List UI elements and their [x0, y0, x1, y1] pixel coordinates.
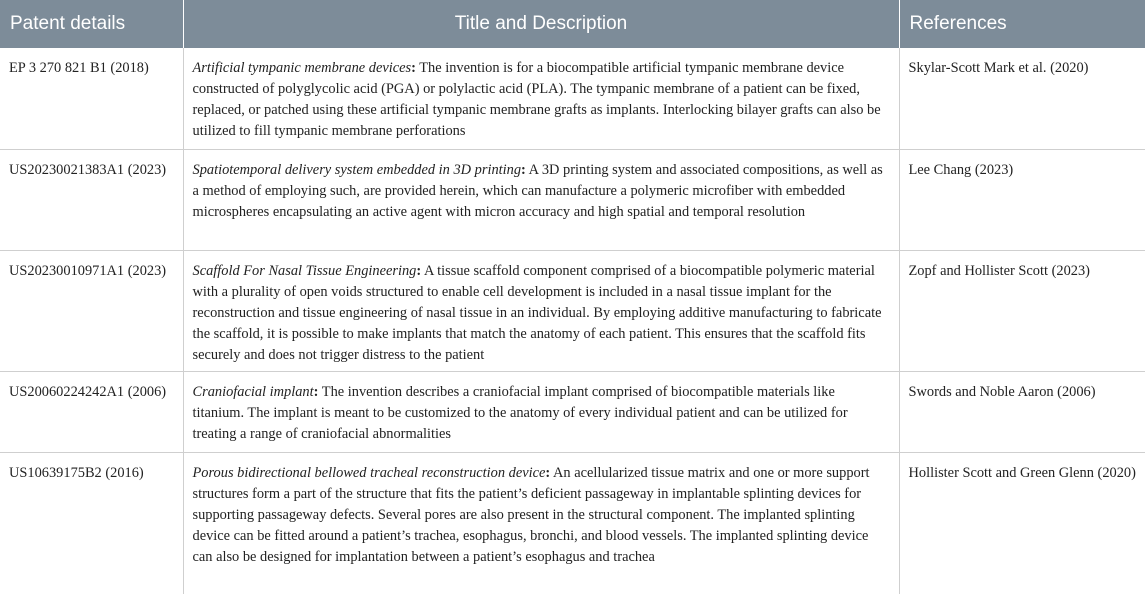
header-references: References — [899, 0, 1145, 48]
patent-title: Spatiotemporal delivery system embedded in 3D printing — [193, 162, 522, 178]
title-colon: : — [314, 384, 319, 400]
patent-title: Craniofacial implant — [193, 384, 314, 400]
reference-cell: Lee Chang (2023) — [899, 150, 1145, 251]
reference-cell: Swords and Noble Aaron (2006) — [899, 372, 1145, 453]
table-header — [0, 0, 1145, 48]
title-description-cell — [183, 48, 899, 150]
header-row — [0, 0, 1145, 48]
reference-cell: Zopf and Hollister Scott (2023) — [899, 251, 1145, 372]
title-description-cell — [183, 372, 899, 453]
table-row — [0, 372, 1145, 453]
patent-title: Artificial tympanic membrane devices — [193, 60, 412, 76]
title-colon: : — [416, 263, 421, 279]
title-colon: : — [545, 465, 550, 481]
patent-description: The invention is for a biocompatible artificial tympanic membrane device constructed of polyglycolic acid (PGA) or polylactic acid (PLA). The tympanic membrane of a patient can be fixed, replaced, or patched using these artificial tympanic membrane grafts as implants. Interlocking bilayer grafts can also be utilized to fill tympanic membrane perforations — [193, 60, 881, 139]
table-row — [0, 150, 1145, 251]
table-row — [0, 48, 1145, 150]
patent-title: Scaffold For Nasal Tissue Engineering — [193, 263, 417, 279]
patent-title: Porous bidirectional bellowed tracheal reconstruction device — [193, 465, 546, 481]
reference-cell: Skylar-Scott Mark et al. (2020) — [899, 48, 1145, 150]
patent-description: A tissue scaffold component comprised of a biocompatible polymeric material with a plurality of open voids structured to enable cell development is included in a nasal tissue implant for the reconstruction and tissue engineering of nasal tissue in an individual. By employing additive manufacturing to fabricate the scaffold, it is possible to make implants that match the anatomy of each patient. This ensures that the scaffold fits securely and does not trigger distress to the patient — [193, 263, 882, 363]
header-patent-details: Patent details — [0, 0, 183, 48]
patent-number: EP 3 270 821 B1 (2018) — [0, 48, 183, 150]
title-description-cell — [183, 251, 899, 372]
title-description-cell — [183, 453, 899, 594]
patent-description: An acellularized tissue matrix and one or more support structures form a part of the structure that fits the patient’s deficient passageway in implantable splinting devices for supporting passageway defects. Several pores are also present in the structural component. The implanted splinting device can be fitted around a patient’s trachea, esophagus, bronchi, and blood vessels. The implanted splinting device can also be designed for implantation between a patient’s esophagus and trachea — [193, 465, 870, 565]
patent-description: The invention describes a craniofacial implant comprised of biocompatible materials like titanium. The implant is meant to be customized to the anatomy of every individual patient and can be utilized for treating a range of craniofacial abnormalities — [193, 384, 848, 442]
title-colon: : — [411, 60, 416, 76]
table-row — [0, 453, 1145, 594]
header-title-description: Title and Description — [183, 0, 899, 48]
table-body — [0, 48, 1145, 594]
patent-number: US20060224242A1 (2006) — [0, 372, 183, 453]
title-colon: : — [521, 162, 526, 178]
patent-number: US10639175B2 (2016) — [0, 453, 183, 594]
reference-cell: Hollister Scott and Green Glenn (2020) — [899, 453, 1145, 594]
title-description-cell — [183, 150, 899, 251]
table-row — [0, 251, 1145, 372]
patent-description: A 3D printing system and associated compositions, as well as a method of employing such, are provided herein, which can manufacture a polymeric microfiber with embedded microspheres encapsulating an active agent with micron accuracy and high spatial and temporal resolution — [193, 162, 883, 220]
patent-number: US20230021383A1 (2023) — [0, 150, 183, 251]
patent-number: US20230010971A1 (2023) — [0, 251, 183, 372]
